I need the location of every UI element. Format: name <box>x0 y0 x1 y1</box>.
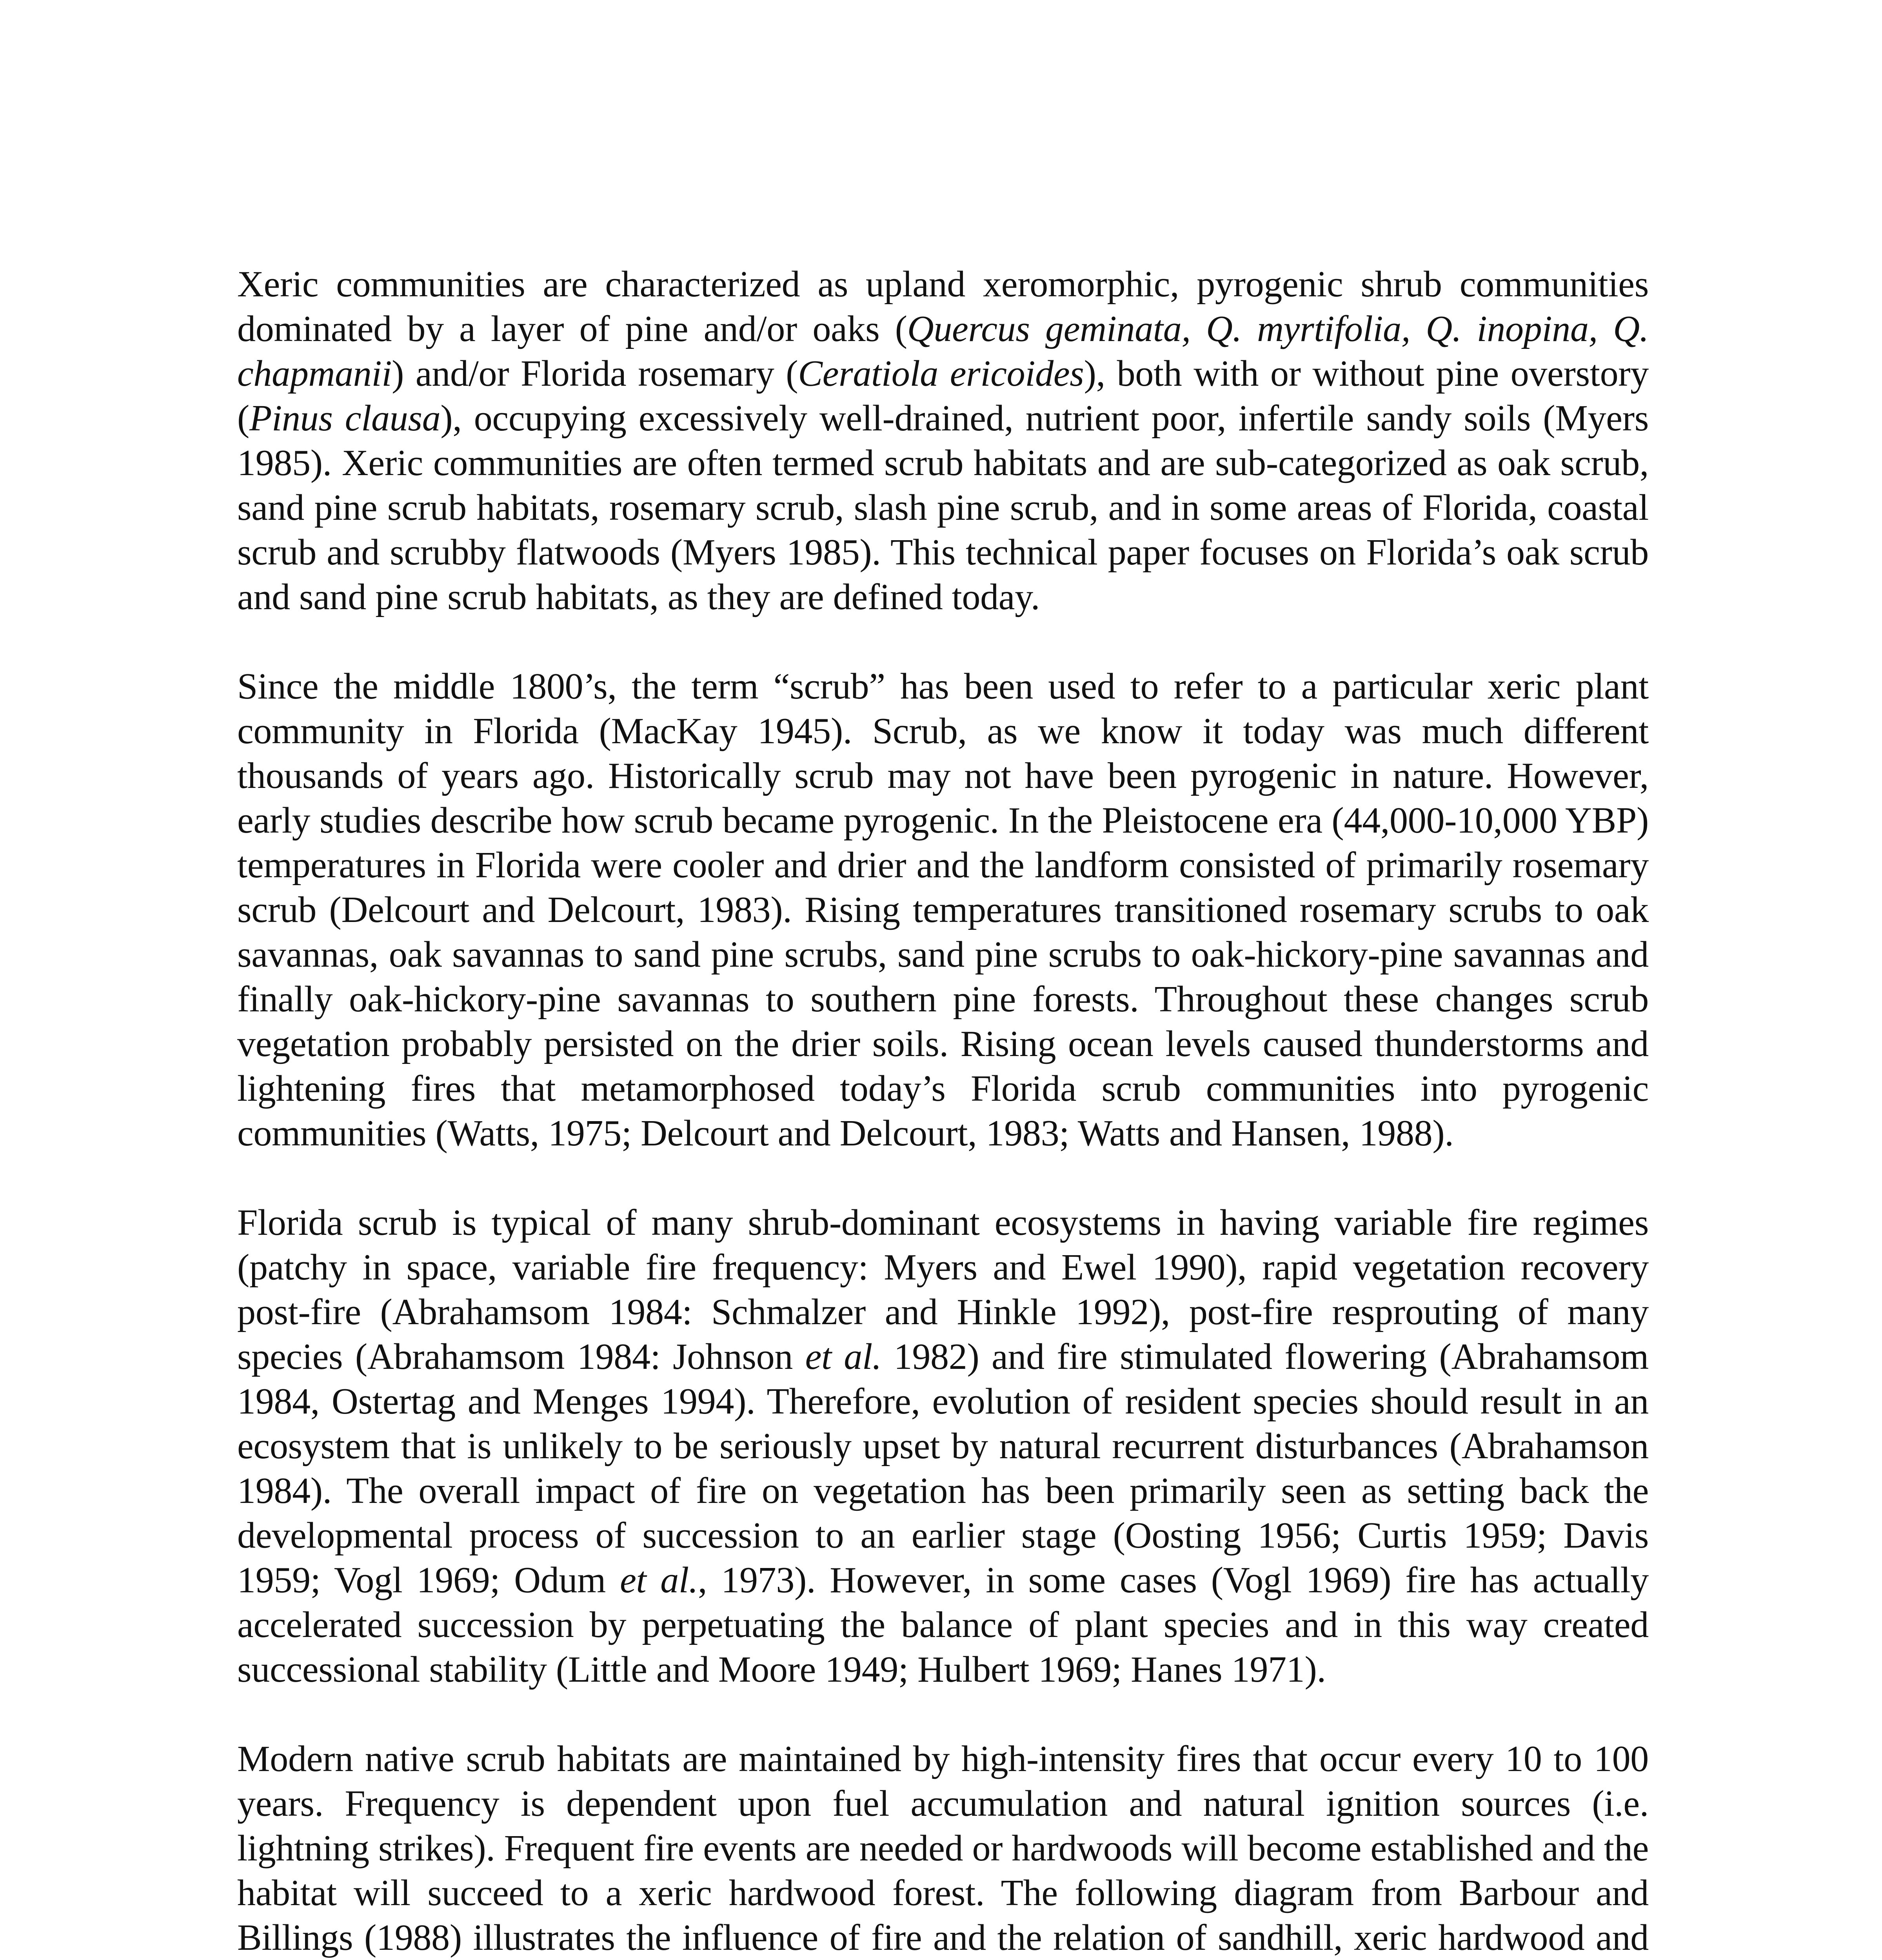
text-run: ), both with or without pine overstory ( <box>237 353 1649 439</box>
text-run: 1982) and fire stimulated flowering (Abrahamsom 1984, Ostertag and Menges 1994). Therefore, evolution of resident species should result in an ecosystem that is unlikely to be seriously upset by natural recurrent disturbances (Abrahamson 1984). The overall impact of fire on vegetation has been primarily seen as setting back the developmental process of succession to an earlier stage (Oosting 1956; Curtis 1959; Davis 1959; Vogl 1969; Odum <box>237 1336 1649 1601</box>
paragraph-xeric-communities <box>237 262 1649 619</box>
body-text <box>237 262 1649 1960</box>
italic-text-run: Ceratiola ericoides <box>798 353 1084 394</box>
text-run: Xeric communities are characterized as upland xeromorphic, pyrogenic shrub communities dominated by a layer of pine and/or oaks ( <box>237 264 1649 349</box>
text-run: ) and/or Florida rosemary ( <box>392 353 798 394</box>
italic-text-run: et al. <box>620 1560 698 1601</box>
text-run: Florida scrub is typical of many shrub-dominant ecosystems in having variable fire regimes (patchy in space, variable fire frequency: Myers and Ewel 1990), rapid vegetation recovery post-fire (Abrahamsom 1984: Schmalzer and Hinkle 1992), post-fire resprouting of many species (Abrahamsom 1984: Johnson <box>237 1202 1649 1377</box>
text-run: ), occupying excessively well-drained, nutrient poor, infertile sandy soils (Myers 1985). Xeric communities are often termed scrub habitats and are sub-categorized as oak scrub, sand pine scrub habitats, rosemary scrub, slash pine scrub, and in some areas of Florida, coastal scrub and scrubby flatwoods (Myers 1985). This technical paper focuses on Florida’s oak scrub and sand pine scrub habitats, as they are defined today. <box>237 398 1649 617</box>
text-run: Modern native scrub habitats are maintained by high-intensity fires that occur every 10 to 100 years. Frequency is dependent upon fuel accumulation and natural ignition sources (i.e. lightning strikes). Frequent fire events are needed or hardwoods will become established and the habitat will succeed to a xeric hardwood forest. The following diagram from Barbour and Billings (1988) illustrates the influence of fire and the relation of sandhill, xeric hardwood and <box>237 1739 1649 1958</box>
italic-text-run: et al. <box>805 1336 882 1377</box>
italic-text-run: Pinus clausa <box>249 398 441 439</box>
text-run: , 1973). However, in some cases (Vogl 1969) fire has actually accelerated succession by perpetuating the balance of plant species and in this way created successional stability (Little and Moore 1949; Hulbert 1969; Hanes 1971). <box>237 1560 1649 1690</box>
paragraph-fire-regimes <box>237 1200 1649 1692</box>
text-run: Since the middle 1800’s, the term “scrub” has been used to refer to a particular xeric plant community in Florida (MacKay 1945). Scrub, as we know it today was much different thousands of years ago. Historically scrub may not have been pyrogenic in nature. However, early studies describe how scrub became pyrogenic. In the Pleistocene era (44,000-10,000 YBP) temperatures in Florida were cooler and drier and the landform consisted of primarily rosemary scrub (Delcourt and Delcourt, 1983). Rising temperatures transitioned rosemary scrubs to oak savannas, oak savannas to sand pine scrubs, sand pine scrubs to oak-hickory-pine savannas and finally oak-hickory-pine savannas to southern pine forests. Throughout these changes scrub vegetation probably persisted on the drier soils. Rising ocean levels caused thunderstorms and lightening fires that metamorphosed today’s Florida scrub communities into pyrogenic communities (Watts, 1975; Delcourt and Delcourt, 1983; Watts and Hansen, 1988). <box>237 666 1649 1154</box>
paragraph-scrub-history <box>237 664 1649 1156</box>
italic-text-run: Quercus geminata, Q. myrtifolia, Q. inopina, Q. chapmanii <box>237 309 1649 394</box>
paragraph-modern-scrub <box>237 1737 1649 1960</box>
